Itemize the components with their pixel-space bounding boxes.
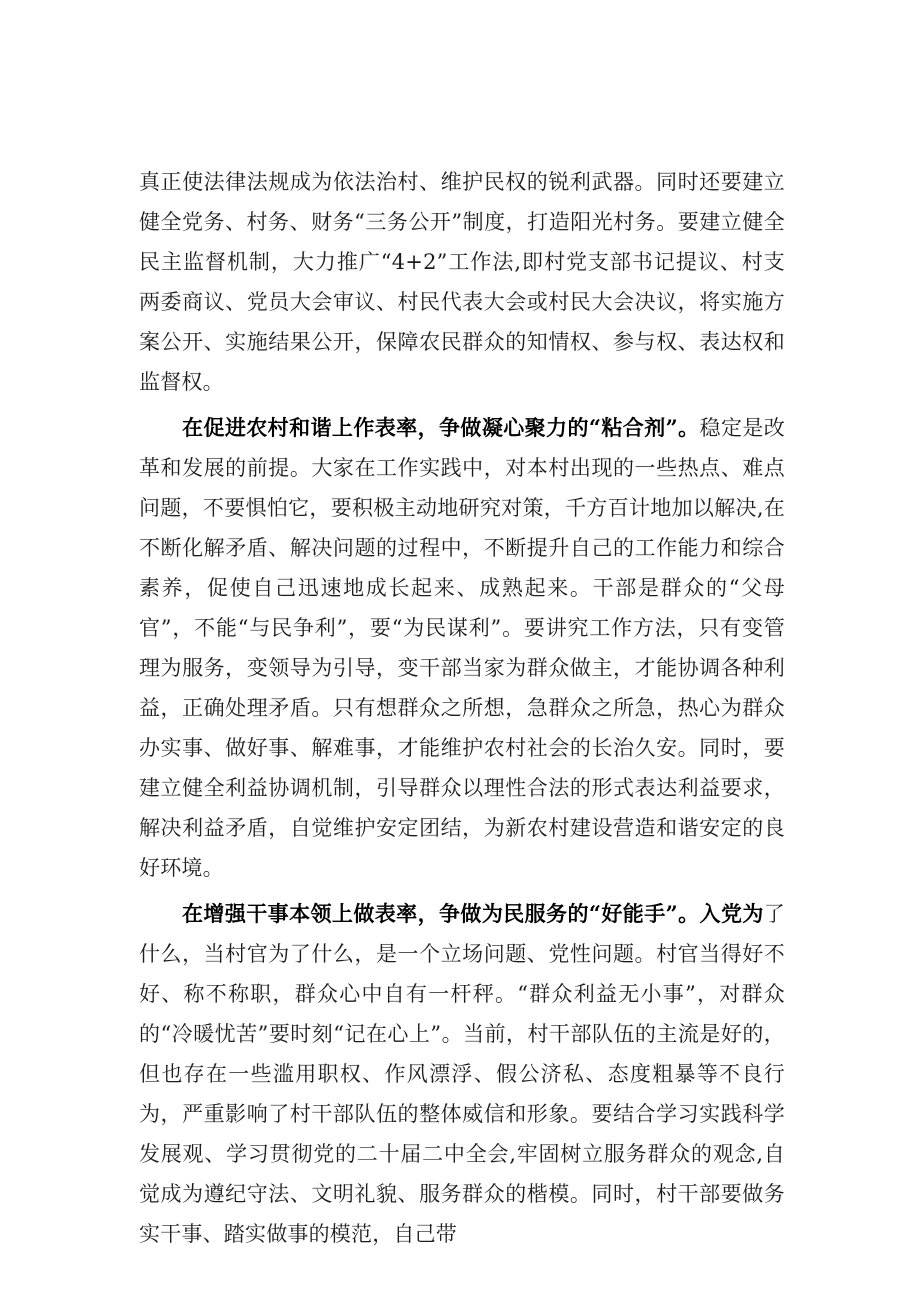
paragraph-3-body: 了什么，当村官为了什么，是一个立场问题、党性问题。村官当得好不好、称不称职，群众心中自有一杆秤。“群众利益无小事”，对群众的“冷暖忧苦”要时刻“记在心上”。当前，村干部队伍的主流是好的，但也存在一些滥用职权、作风漂浮、假公济私、态度粗暴等不良行为，严重影响了村干部队伍的整体威信和形象。要结合学习实践科学发展观、学习贯彻党的二十届二中全会,牢固树立服务群众的观念,自觉成为遵纪守法、文明礼貌、服务群众的楷模。同时，村干部要做务实干事、踏实做事的模范，自己带 — [139, 902, 785, 1246]
paragraph-2 — [139, 408, 785, 888]
paragraph-2-body: 稳定是改革和发展的前提。大家在工作实践中，对本村出现的一些热点、难点问题，不要惧怕它，要积极主动地研究对策，千方百计地加以解决,在不断化解矛盾、解决问题的过程中，不断提升自己的工作能力和综合素养，促使自己迅速地成长起来、成熟起来。干部是群众的“父母官”，不能“与民争利”，要“为民谋利”。要讲究工作方法，只有变管理为服务，变领导为引导，变干部当家为群众做主，才能协调各种利益，正确处理矛盾。只有想群众之所想，急群众之所急，热心为群众办实事、做好事、解难事，才能维护农村社会的长治久安。同时，要建立健全利益协调机制，引导群众以理性合法的形式表达利益要求，解决利益矛盾，自觉维护安定团结，为新农村建设营造和谐安定的良好环境。 — [139, 416, 785, 880]
paragraph-1-body: 真正使法律法规成为依法治村、维护民权的锐利武器。同时还要建立健全党务、村务、财务“三务公开”制度，打造阳光村务。要建立健全民主监督机制，大力推广“4+2”工作法,即村党支部书记提议、村支两委商议、党员大会审议、村民代表大会或村民大会决议，将实施方案公开、实施结果公开，保障农民群众的知情权、参与权、表达权和监督权。 — [139, 170, 785, 394]
document-page — [139, 162, 785, 1260]
paragraph-3-heading: 在增强干事本领上做表率，争做为民服务的“好能手”。 — [182, 901, 700, 926]
paragraph-2-heading: 在促进农村和谐上作表率，争做凝心聚力的“粘合剂”。 — [182, 415, 700, 440]
paragraph-3 — [139, 894, 785, 1254]
paragraph-3-bold-tail: 入党为 — [699, 901, 764, 926]
paragraph-1 — [139, 162, 785, 402]
